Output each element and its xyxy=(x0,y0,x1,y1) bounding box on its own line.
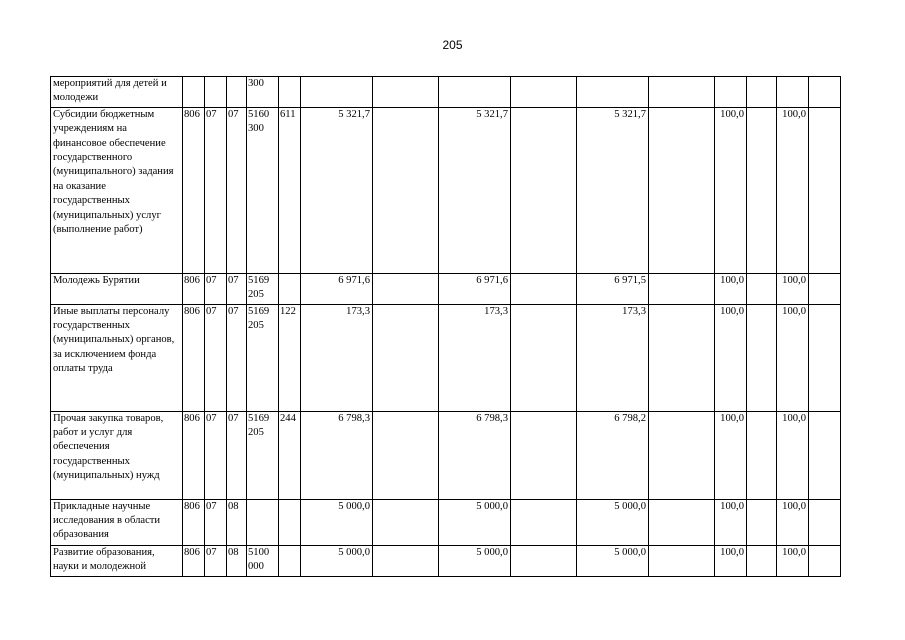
table-cell-name: Молодежь Бурятии xyxy=(51,273,183,304)
table-row xyxy=(51,499,841,545)
table-cell-code-4 xyxy=(247,499,279,545)
table-cell-percent-2: 100,0 xyxy=(777,411,809,499)
table-cell-percent-1: 100,0 xyxy=(715,545,747,576)
table-cell-empty xyxy=(747,77,777,108)
table-cell-code-1: 806 xyxy=(183,411,205,499)
table-cell-percent-1: 100,0 xyxy=(715,273,747,304)
table-row xyxy=(51,77,841,108)
table-cell-name: Прочая закупка товаров, работ и услуг для обеспечения государственных (муниципальных) нужд xyxy=(51,411,183,499)
table-cell-code-1 xyxy=(183,77,205,108)
table-cell-code-4: 5169 205 xyxy=(247,411,279,499)
table-cell-empty xyxy=(809,499,841,545)
table-cell-empty xyxy=(747,499,777,545)
table-cell-empty xyxy=(649,107,715,273)
table-cell-empty xyxy=(649,304,715,411)
table-cell-code-5 xyxy=(279,545,301,576)
table-cell-code-1: 806 xyxy=(183,273,205,304)
table-cell-percent-2: 100,0 xyxy=(777,273,809,304)
table-cell-value-1: 6 971,6 xyxy=(301,273,373,304)
table-cell-empty xyxy=(649,77,715,108)
table-cell-code-2: 07 xyxy=(205,545,227,576)
table-cell-empty xyxy=(649,499,715,545)
table-cell-empty xyxy=(809,273,841,304)
table-cell-name: Прикладные научные исследования в области образования xyxy=(51,499,183,545)
table-cell-value-3 xyxy=(577,77,649,108)
table-cell-name: мероприятий для детей и молодежи xyxy=(51,77,183,108)
table-cell-name: Субсидии бюджетным учреждениям на финансовое обеспечение государственного (муниципального) задания на оказание государственных (муниципальных) услуг (выполнение работ) xyxy=(51,107,183,273)
table-cell-empty xyxy=(747,273,777,304)
table-cell-percent-1: 100,0 xyxy=(715,107,747,273)
table-cell-empty xyxy=(373,77,439,108)
table-cell-empty xyxy=(373,273,439,304)
table-cell-value-2: 5 000,0 xyxy=(439,545,511,576)
table-cell-name: Развитие образования, науки и молодежной xyxy=(51,545,183,576)
table-cell-code-4: 5169 205 xyxy=(247,304,279,411)
table-cell-empty xyxy=(809,545,841,576)
table-cell-percent-2: 100,0 xyxy=(777,107,809,273)
table-cell-empty xyxy=(809,77,841,108)
table-cell-code-2: 07 xyxy=(205,499,227,545)
table-cell-empty xyxy=(649,411,715,499)
table-cell-code-3 xyxy=(227,77,247,108)
table-cell-value-3: 5 000,0 xyxy=(577,545,649,576)
table-cell-empty xyxy=(747,411,777,499)
table-cell-empty xyxy=(373,107,439,273)
table-cell-code-4: 5160 300 xyxy=(247,107,279,273)
table-cell-value-1: 6 798,3 xyxy=(301,411,373,499)
table-cell-percent-1: 100,0 xyxy=(715,499,747,545)
table-cell-value-3: 6 798,2 xyxy=(577,411,649,499)
table-cell-value-1: 173,3 xyxy=(301,304,373,411)
table-cell-value-1: 5 000,0 xyxy=(301,499,373,545)
table-cell-code-2: 07 xyxy=(205,273,227,304)
page-number: 205 xyxy=(442,38,463,52)
table-cell-code-3: 07 xyxy=(227,411,247,499)
table-cell-value-3: 173,3 xyxy=(577,304,649,411)
table-cell-code-2: 07 xyxy=(205,411,227,499)
table-row xyxy=(51,411,841,499)
table-cell-value-2 xyxy=(439,77,511,108)
table-cell-empty xyxy=(747,107,777,273)
table-cell-code-4: 5100 000 xyxy=(247,545,279,576)
table-cell-empty xyxy=(373,411,439,499)
table-cell-percent-2: 100,0 xyxy=(777,304,809,411)
table-cell-code-3: 08 xyxy=(227,499,247,545)
table-cell-percent-2: 100,0 xyxy=(777,545,809,576)
table-cell-code-2 xyxy=(205,77,227,108)
table-cell-percent-1: 100,0 xyxy=(715,411,747,499)
table-cell-value-2: 5 000,0 xyxy=(439,499,511,545)
table-cell-code-1: 806 xyxy=(183,304,205,411)
table-cell-percent-1 xyxy=(715,77,747,108)
table-cell-empty xyxy=(373,499,439,545)
table-row xyxy=(51,545,841,576)
table-cell-code-1: 806 xyxy=(183,499,205,545)
table-cell-empty xyxy=(511,273,577,304)
table-cell-value-2: 5 321,7 xyxy=(439,107,511,273)
table-cell-empty xyxy=(511,77,577,108)
table-cell-empty xyxy=(809,304,841,411)
table-cell-code-3: 07 xyxy=(227,304,247,411)
table-cell-code-3: 08 xyxy=(227,545,247,576)
table-cell-value-3: 5 321,7 xyxy=(577,107,649,273)
table-cell-value-1 xyxy=(301,77,373,108)
table-cell-empty xyxy=(511,545,577,576)
table-cell-empty xyxy=(649,545,715,576)
table-cell-code-4: 5169 205 xyxy=(247,273,279,304)
table-cell-code-5 xyxy=(279,77,301,108)
table-cell-empty xyxy=(809,107,841,273)
table-cell-percent-1: 100,0 xyxy=(715,304,747,411)
table-cell-value-1: 5 000,0 xyxy=(301,545,373,576)
table-cell-code-1: 806 xyxy=(183,545,205,576)
table-cell-code-1: 806 xyxy=(183,107,205,273)
table-cell-name: Иные выплаты персоналу государственных (муниципальных) органов, за исключением фонда оплаты труда xyxy=(51,304,183,411)
table-cell-empty xyxy=(649,273,715,304)
table-cell-code-4: 300 xyxy=(247,77,279,108)
table-cell-code-5: 244 xyxy=(279,411,301,499)
table-cell-value-2: 6 798,3 xyxy=(439,411,511,499)
table-cell-empty xyxy=(373,545,439,576)
table-cell-code-5 xyxy=(279,273,301,304)
table-cell-empty xyxy=(373,304,439,411)
table-cell-code-3: 07 xyxy=(227,107,247,273)
table-cell-empty xyxy=(511,499,577,545)
table-cell-empty xyxy=(747,304,777,411)
table-cell-percent-2 xyxy=(777,77,809,108)
table-row xyxy=(51,107,841,273)
table-cell-code-5 xyxy=(279,499,301,545)
table-row xyxy=(51,304,841,411)
table-cell-empty xyxy=(511,304,577,411)
table-cell-empty xyxy=(747,545,777,576)
table-cell-value-1: 5 321,7 xyxy=(301,107,373,273)
budget-table xyxy=(50,76,841,577)
table-cell-value-2: 173,3 xyxy=(439,304,511,411)
table-cell-value-3: 6 971,5 xyxy=(577,273,649,304)
table-cell-empty xyxy=(809,411,841,499)
table-cell-value-3: 5 000,0 xyxy=(577,499,649,545)
table-cell-value-2: 6 971,6 xyxy=(439,273,511,304)
table-cell-empty xyxy=(511,107,577,273)
table-cell-code-5: 611 xyxy=(279,107,301,273)
table-cell-code-2: 07 xyxy=(205,304,227,411)
table-cell-empty xyxy=(511,411,577,499)
table-cell-code-2: 07 xyxy=(205,107,227,273)
table-row xyxy=(51,273,841,304)
table-cell-percent-2: 100,0 xyxy=(777,499,809,545)
table-cell-code-5: 122 xyxy=(279,304,301,411)
table-cell-code-3: 07 xyxy=(227,273,247,304)
